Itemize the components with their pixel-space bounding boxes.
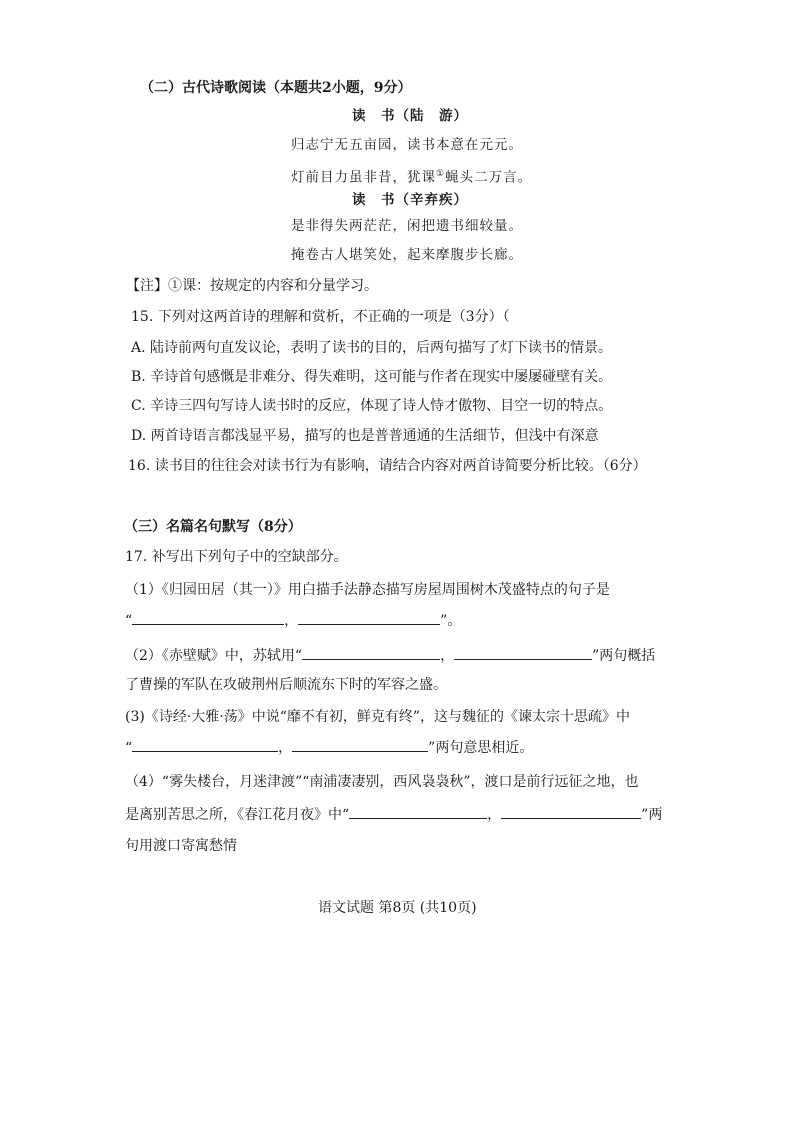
- answer-blank-3b[interactable]: [292, 737, 428, 752]
- poem1-line1: 归志宁无五亩园，读书本意在元元。: [291, 137, 523, 153]
- item-3-prompt: (3)《诗经·大雅·荡》中说“靡不有初，鲜克有终”，这与魏征的《谏太宗十思疏》中: [125, 709, 631, 725]
- item-2-prefix: （2）《赤壁赋》中，苏轼用“: [125, 648, 303, 664]
- poem2-line2: 掩卷古人堪笑处，起来摩腹步长廊。: [291, 247, 523, 263]
- close-quote: ”。: [440, 613, 462, 629]
- item-2-suffix: ”两句概括: [592, 648, 656, 664]
- item-4-answer-line: [125, 804, 662, 825]
- item-4-prefix: 是离别苦思之所，《春江花月夜》中“: [125, 807, 350, 823]
- comma: ，: [487, 807, 502, 823]
- poem1-title: 读 书（陆 游）: [352, 108, 468, 124]
- comma: ，: [440, 648, 455, 664]
- item-3-suffix: ”两句意思相近。: [428, 740, 534, 756]
- section-heading-dictation: （三）名篇名句默写（8分）: [124, 519, 302, 535]
- poem1-line2-text-end: 蝇头二万言。: [445, 169, 533, 186]
- item-4-prompt: （4）“雾失楼台，月迷津渡”“南浦凄凄别，西风袅袅秋”，渡口是前行远征之地，也: [125, 774, 639, 790]
- question-15-option-a: A. 陆诗前两句直发议论，表明了读书的目的，后两句描写了灯下读书的情景。: [131, 340, 613, 356]
- poem1-line2: [291, 164, 532, 188]
- footnote: 【注】①课：按规定的内容和分量学习。: [126, 278, 378, 294]
- answer-blank-2a[interactable]: [302, 645, 440, 660]
- item-4-continuation: 句用渡口寄寓愁情: [125, 838, 237, 854]
- answer-blank-2b[interactable]: [454, 645, 592, 660]
- question-15-option-b: B. 辛诗首句感慨是非难分、得失难明，这可能与作者在现实中屡屡碰壁有关。: [131, 369, 613, 385]
- answer-blank-1b[interactable]: [298, 610, 440, 625]
- item-1-answer-line: [125, 610, 461, 631]
- poem2-line1: 是非得失两茫茫，闲把遗书细较量。: [291, 218, 523, 234]
- answer-blank-3a[interactable]: [132, 737, 278, 752]
- item-4-suffix: ”两: [641, 807, 663, 823]
- item-1-prompt: （1）《归园田居（其一）》用白描手法静态描写房屋周围树木茂盛特点的句子是: [125, 582, 610, 598]
- question-15-option-d: D. 两首诗语言都浅显平易，描写的也是普普通通的生活细节，但浅中有深意: [131, 428, 599, 444]
- page-footer: 语文试题 第8页 (共10页): [318, 900, 477, 916]
- poem2-title: 读 书（辛弃疾）: [352, 192, 468, 208]
- section-heading-poetry: （二）古代诗歌阅读（本题共2小题，9分）: [140, 80, 412, 96]
- item-2-prompt: [125, 645, 655, 666]
- question-16: 16. 读书目的往往会对读书行为有影响，请结合内容对两首诗简要分析比较。（6分）: [128, 458, 647, 474]
- poem1-line2-text: 灯前目力虽非昔，犹课: [291, 169, 436, 186]
- item-3-answer-line: [125, 737, 533, 758]
- comma: ，: [278, 740, 293, 756]
- open-quote: “: [125, 613, 133, 629]
- answer-blank-1a[interactable]: [132, 610, 284, 625]
- question-15-stem: 15. 下列对这两首诗的理解和赏析，不正确的一项是（3分）（: [131, 309, 510, 325]
- open-quote: “: [125, 740, 133, 756]
- answer-blank-4a[interactable]: [349, 804, 487, 819]
- question-15-option-c: C. 辛诗三四句写诗人读书时的反应，体现了诗人恃才傲物、目空一切的特点。: [131, 398, 613, 414]
- answer-blank-4b[interactable]: [501, 804, 641, 819]
- comma: ，: [284, 613, 299, 629]
- item-2-continuation: 了曹操的军队在攻破荆州后顺流东下时的军容之盛。: [125, 677, 447, 693]
- question-17: 17. 补写出下列句子中的空缺部分。: [125, 549, 348, 565]
- footnote-marker: ①: [436, 169, 446, 179]
